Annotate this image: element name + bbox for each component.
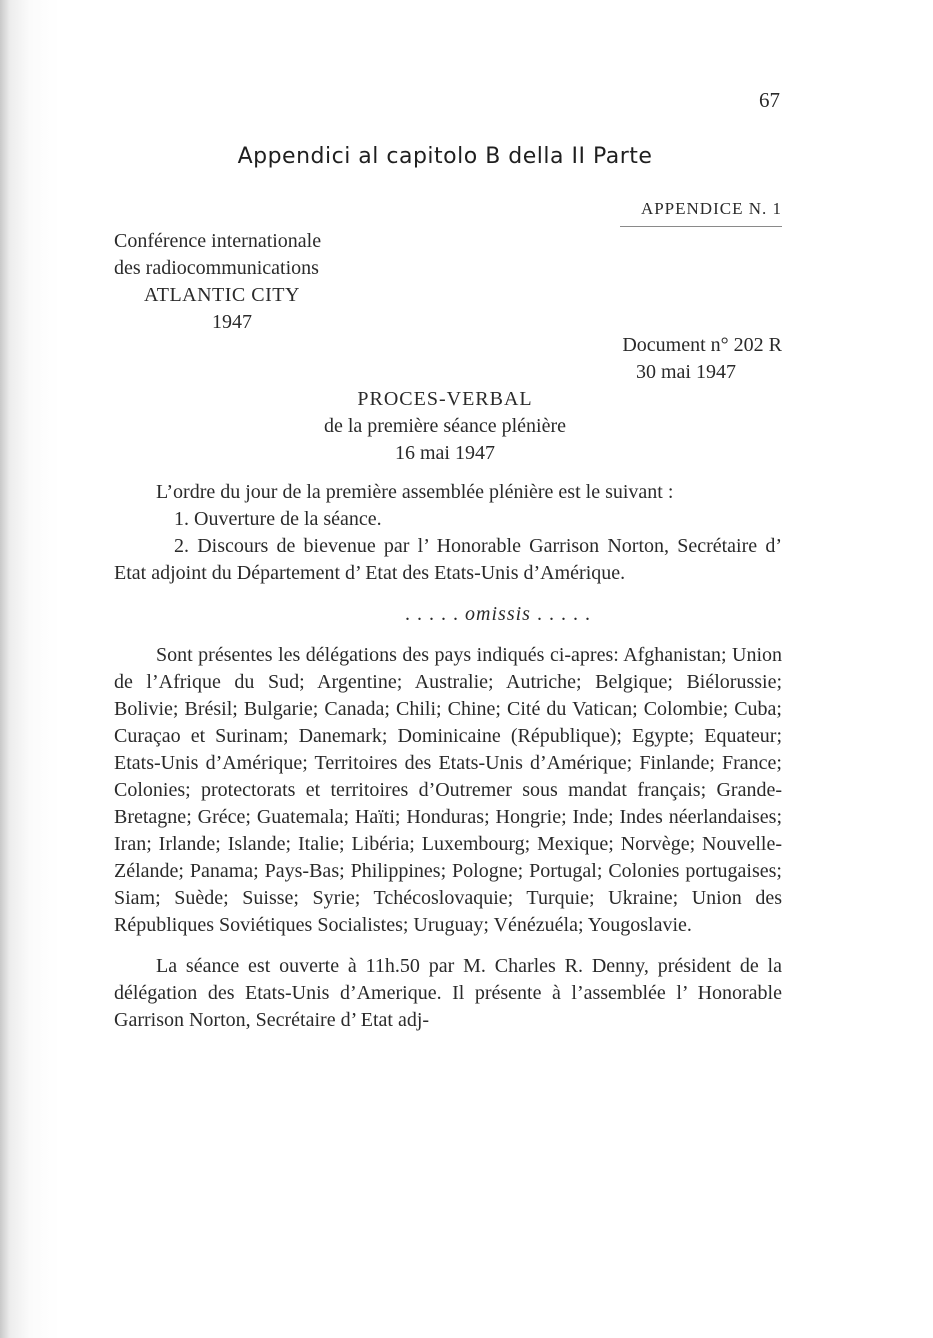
minutes-title: PROCES-VERBAL xyxy=(357,388,533,410)
document-number: Document n° 202 R xyxy=(622,334,782,356)
omissis-marker xyxy=(214,601,782,628)
omissis-dots-left: . . . . . xyxy=(405,603,460,625)
appendix-label: APPENDICE N. 1 xyxy=(640,199,782,218)
document-date: 30 mai 1947 xyxy=(636,361,736,383)
body-text xyxy=(114,479,782,1034)
conference-header xyxy=(114,228,414,336)
page-number: 67 xyxy=(759,88,780,112)
delegations-paragraph: Sont présentes les délégations des pays indiqués ci-apres: Afghanistan; Union de l’Afrique du Sud; Argentine; Australie; Autriche; Belgique; Biélorussie; Bolivie; Brésil; Bulgarie; Canada; Chili; Chine; Cité du Vatican; Colombie; Cuba; Curaçao et Surinam; Danemark; Dominicaine (République); Egypte; Equateur; Etats-Unis d’Amérique; Territoires des Etats-Unis d’Amérique; Finlande; France; Colonies; protectorats et territoires d’Outremer sous mandat français; Grande-Bretagne; Gréce; Guatemala; Haïti; Honduras; Hongrie; Inde; Indes néerlandaises; Iran; Irlande; Islande; Italie; Libéria; Luxembourg; Mexique; Norvège; Nouvelle-Zélande; Panama; Pays-Bas; Philippines; Pologne; Portugal; Colonies portugaises; Siam; Suède; Suisse; Syrie; Tchécoslovaquie; Turquie; Ukraine; Union des Républiques Soviétiques Socialistes; Uruguay; Vénézuéla; Yougoslavie. xyxy=(114,644,782,936)
agenda-intro-paragraph: L’ordre du jour de la première assemblée plénière est le suivant : xyxy=(156,481,674,503)
conference-year: 1947 xyxy=(212,311,252,333)
minutes-date: 16 mai 1947 xyxy=(395,442,495,464)
appendix-underline xyxy=(620,226,782,227)
agenda-item-2: 2. Discours de bievenue par l’ Honorable Garrison Norton, Secrétaire d’ Etat adjoint du Département d’ Etat des Etats-Unis d’Amérique. xyxy=(114,535,782,584)
agenda-item-1: 1. Ouverture de la séance. xyxy=(174,508,382,530)
chapter-heading: Appendici al capitolo B della II Parte xyxy=(237,144,653,169)
minutes-title-block xyxy=(200,386,690,467)
minutes-subtitle: de la première séance plénière xyxy=(323,415,567,437)
conference-line-1: Conférence internationale xyxy=(114,230,322,252)
document-reference xyxy=(560,332,782,386)
omissis-dots-right: . . . . . xyxy=(536,603,591,625)
conference-line-2: des radiocommunications xyxy=(114,257,319,279)
opening-paragraph: La séance est ouverte à 11h.50 par M. Charles R. Denny, président de la délégation des Etats-Unis d’Amerique. Il présente à l’assemblée l’ Honorable Garrison Norton, Secrétaire d’ Etat adj- xyxy=(114,955,782,1031)
omissis-word: omissis xyxy=(465,603,531,625)
conference-city: ATLANTIC CITY xyxy=(144,284,300,306)
